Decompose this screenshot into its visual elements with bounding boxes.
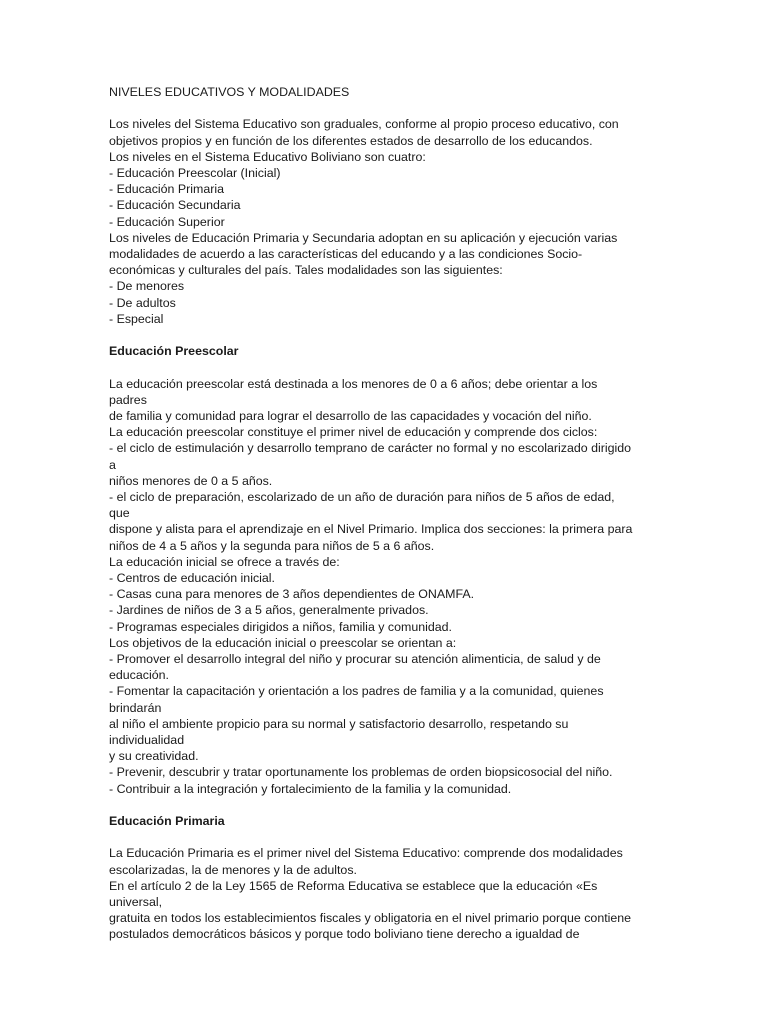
spacer (109, 829, 669, 845)
spacer (109, 327, 669, 343)
section-heading-preescolar: Educación Preescolar (109, 344, 239, 359)
section-body-primaria: La Educación Primaria es el primer nivel del Sistema Educativo: comprende dos modalidades escolarizadas, la de menores y la de adultos. En el artículo 2 de la Ley 1565 de Reforma Educativa se establece que la educación «Es universal, gratuita en todos los establecimientos fiscales y obligatoria en el nivel primario porque contiene postulados democráticos básicos y porque todo boliviano tiene derecho a igualdad de (109, 846, 632, 942)
spacer (109, 100, 669, 116)
document-title: NIVELES EDUCATIVOS Y MODALIDADES (109, 85, 350, 99)
section-heading-primaria: Educación Primaria (109, 814, 225, 829)
section-body-preescolar: La educación preescolar está destinada a los menores de 0 a 6 años; debe orientar a los padres de familia y comunidad para lograr el desarrollo de las capacidades y vocación del niño. La educación preescolar constituye el primer nivel de educación y comprende dos ciclos: - el ciclo de estimulación y desarrollo temprano de carácter no formal y no escolarizado dirigido a niños menores de 0 a 5 años. - el ciclo de preparación, escolarizado de un año de duración para niños de 5 años de edad, que dispone y alista para el aprendizaje en el Nivel Primario. Implica dos secciones: la primera para niños de 4 a 5 años y la segunda para niños de 5 a 6 años. La educación inicial se ofrece a través de: - Centros de educación inicial. - Casas cuna para menores de 3 años dependientes de ONAMFA. - Jardines de niños de 3 a 5 años, generalmente privados. - Programas especiales dirigidos a niños, familia y comunidad. Los objetivos de la educación inicial o preescolar se orientan a: - Promover el desarrollo integral del niño y procurar su atención alimenticia, de salud y de educación. - Fomentar la capacitación y orientación a los padres de familia y a la comunidad, quienes brindarán al niño el ambiente propicio para su normal y satisfactorio desarrollo, respetando su individualidad y su creatividad. - Prevenir, descubrir y tratar oportunamente los problemas de orden biopsicosocial del niño. - Contribuir a la integración y fortalecimiento de la familia y la comunidad. (109, 376, 633, 796)
spacer (109, 359, 669, 375)
spacer (109, 797, 669, 813)
document-content (109, 84, 669, 943)
intro-paragraph: Los niveles del Sistema Educativo son graduales, conforme al propio proceso educativo, con objetivos propios y en función de los diferentes estados de desarrollo de los educandos. Los niveles en el Sistema Educativo Boliviano son cuatro: - Educación Preescolar (Inicial) - Educación Primaria - Educación Secundaria - Educación Superior Los niveles de Educación Primaria y Secundaria adoptan en su aplicación y ejecución varias modalidades de acuerdo a las características del educando y a las condiciones Socio- económicas y culturales del país. Tales modalidades son las siguientes: - De menores - De adultos - Especial (109, 117, 619, 326)
